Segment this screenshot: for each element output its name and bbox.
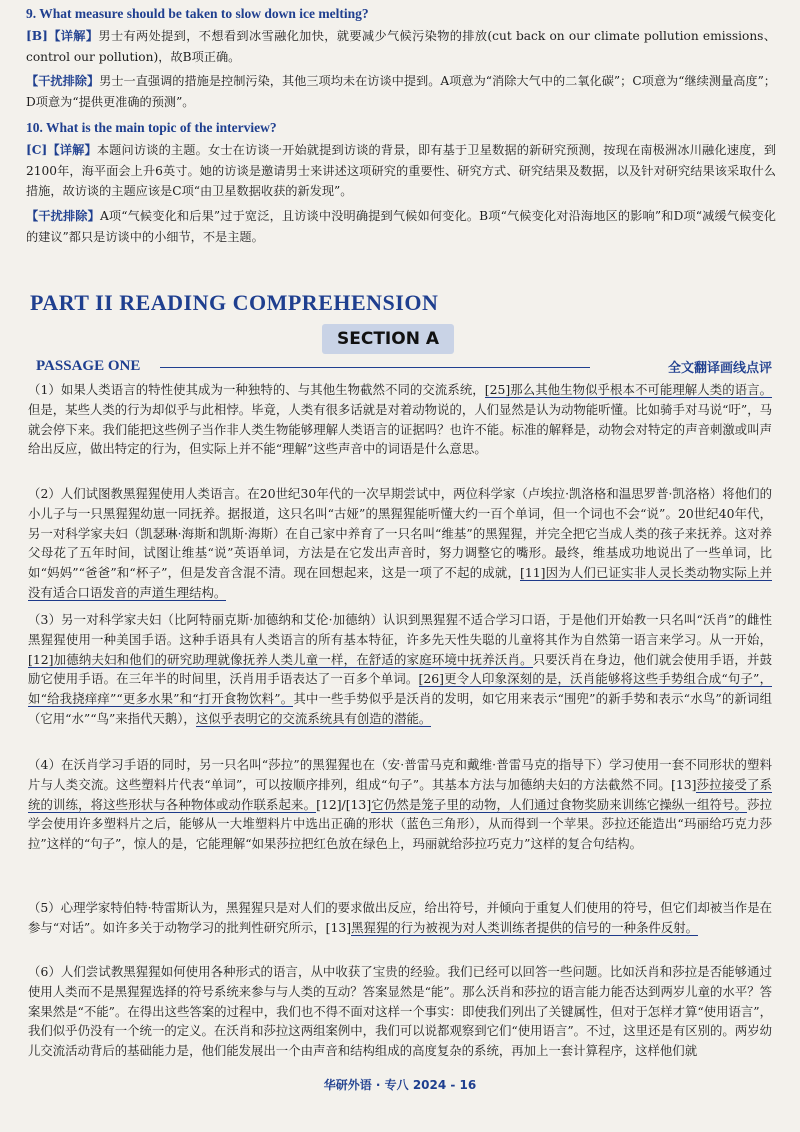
- underlined-sentence: 莎拉接受了系统的训练，将这些形状与各种物体或动作联系起来。: [28, 776, 773, 812]
- question-10-title: 10. What is the main topic of the interview?: [26, 120, 277, 135]
- paragraph-5: [28, 898, 772, 938]
- paragraph-2: [28, 484, 772, 603]
- answer-tag: [C]【详解】: [26, 143, 97, 157]
- paragraph-6: [28, 962, 772, 1061]
- paragraph-6-text: （6）人们尝试教黑猩猩如何使用各种形式的语言，从中收获了宝贵的经验。我们已经可以回答一些问题。比如沃肖和莎拉是否能够通过使用人类而不是黑猩猩选择的符号系统来参与与人类的互动？答案显然是“能”。那么沃肖和莎拉的语言能力能否达到两岁儿童的水平？答案果然是“不能”。在得出这些答案的过程中，我们也不得不面对这样一个事实：即使我们列出了关键属性，但对于怎样才算“使用语言”，我们似乎仍没有一个统一的定义。在沃肖和莎拉这两组案例中，我们可以说都观察到它们“使用语言”。不过，这里还是有区别的。两岁幼儿交流活动背后的基础能力是，他们能发展出一个由声音和结构组成的高度复杂的系统，再加上一套计算程序，这样他们就: [28, 964, 772, 1059]
- underlined-sentence: 这似乎表明它的交流系统具有创造的潜能。: [195, 710, 432, 726]
- underlined-sentence: [11]因为人们已证实非人灵长类动物实际上并没有适合口语发音的声道生理结构。: [28, 565, 772, 600]
- paragraph-4-text-a: （4）在沃肖学习手语的同时，另一只名叫“莎拉”的黑猩猩也在（安·普雷马克和戴维·普雷马克的指导下）学习使用一套不同形状的塑料片与人类交流。这些塑料片代表“单词”，可以按顺序排列，组成“句子”。其基本方法与加德纳夫妇的方法截然不同。[13]: [28, 757, 772, 792]
- paragraph-3-text-b: 只要沃肖在身边，他们就会使用手语，并鼓励它使用手语。在三年半的时间里，沃肖用手语表达了一百多个单词。: [28, 651, 773, 687]
- passage-divider: [160, 367, 590, 368]
- question-10-answer: [26, 140, 776, 202]
- paragraph-5-text-a: （5）心理学家特伯特·特雷斯认为，黑猩猩只是对人们的要求做出反应，给出符号，并倾向于重复人们使用的符号，但它们却被当作是在参与“对话”。如许多关于动物学习的批判性研究所示，[13]: [28, 900, 772, 935]
- underlined-sentence: [12]加德纳夫妇和他们的研究助理就像抚养人类儿童一样，在舒适的家庭环境中抚养沃肖。: [28, 651, 533, 667]
- answer-tag: [B]【详解】: [26, 29, 99, 43]
- part-title: PART II READING COMPREHENSION: [30, 290, 439, 315]
- section-badge: SECTION A: [322, 324, 454, 354]
- paragraph-1-text-b: 但是，某些人类的行为却似乎与此相悖。毕竟，人类有很多话就是对着动物说的，人们显然是认为动物能听懂。比如骑手对马说“吁”，马就会停下来。我们能把这些例子当作非人类生物能够理解人类语言的证据吗？也许不能。标准的解释是，动物会对特定的声音刺激或叫声给出反应，做出特定的行为，但实际上并不能“理解”这些声音中的词语是什么意思。: [28, 401, 772, 457]
- answer-text: 本题问访谈的主题。女士在访谈一开始就提到访谈的背景，即有基于卫星数据的新研究预测，按现在南极洲冰川融化速度，到2100年，海平面会上升6英寸。她的访谈是邀请男士来讲述这项研究的重要性、研究方式、研究结果及数据，以及针对研究结果该采取什么措施，故访谈的主题应该是C项“由卫星数据收获的新发现”。: [26, 143, 777, 198]
- paragraph-2-text-a: （2）人们试图教黑猩猩使用人类语言。在20世纪30年代的一次早期尝试中，两位科学家（卢埃拉·凯洛格和温思罗普·凯洛格）将他们的小儿子与一只黑猩猩幼崽一同抚养。据报道，这只名叫“古娅”的黑猩猩能听懂大约一百个单词，但一个词也不会“说”。20世纪40年代，另一对科学家夫妇（凯瑟琳·海斯和凯斯·海斯）在自己家中养育了一只名叫“维基”的黑猩猩，并完全把它当成人类的孩子来抚养。这对养父母花了五年时间，试图让维基“说”英语单词，方法是在它发出声音时，努力调整它的嘴形。最终，维基成功地说出了一些单词，比如“妈妈”“爸爸”和“杯子”，但是发音含混不清。现在回想起来，这是一项了不起的成就，: [28, 486, 772, 581]
- distractor-tag: 【干扰排除】: [26, 209, 100, 223]
- underlined-sentence: 它仍然是笼子里的动物，人们通过食物奖励来训练它操纵一组符号。: [371, 796, 748, 812]
- distractor-text: 男士一直强调的措施是控制污染，其他三项均未在访谈中提到。A项意为“消除大气中的二氧化碳”；C项意为“继续测量高度”；D项意为“提供更准确的预测”。: [26, 74, 776, 109]
- underlined-sentence: [26]更令人印象深刻的是，沃肖能够将这些手势组合成“句子”，如“给我挠痒痒”“更多水果”和“打开食物饮料”。: [28, 671, 772, 707]
- paragraph-3-text-a: （3）另一对科学家夫妇（比阿特丽克斯·加德纳和艾伦·加德纳）认识到黑猩猩不适合学习口语，于是他们开始教一只名叫“沃肖”的雌性黑猩猩使用一种美国手语。这种手语具有人类语言的所有基本特征，许多先天性失聪的儿童将其作为自然第一语言来学习。从一开始，: [28, 612, 772, 647]
- paragraph-4-text-c: 莎拉学会使用许多塑料片之后，能够从一大堆塑料片中选出正确的形状（蓝色三角形），从而得到一个苹果。莎拉还能造出“玛丽给巧克力莎拉”这样的“句子”，惊人的是，它能理解“如果莎拉把红色放在绿色上，玛丽就给莎拉巧克力”这样的复合句结构。: [28, 796, 773, 852]
- paragraph-1: [28, 380, 772, 459]
- passage-note: 全文翻译画线点评: [667, 361, 772, 376]
- question-9-distractor: [26, 71, 776, 112]
- question-9-answer: [26, 26, 776, 67]
- question-10-distractor: [26, 206, 776, 247]
- paragraph-3-text-c: 其中一些手势似乎是沃肖的发明，如它用来表示“围兜”的新手势和表示“水鸟”的新词组（它用“水”“鸟”来指代天鹅），: [28, 691, 772, 726]
- paragraph-1-text-a: （1）如果人类语言的特性使其成为一种独特的、与其他生物截然不同的交流系统，: [28, 382, 485, 397]
- underlined-sentence: [25]那么其他生物似乎根本不可能理解人类的语言。: [484, 382, 772, 397]
- distractor-tag: 【干扰排除】: [26, 74, 100, 88]
- page-footer: 华研外语 · 专八 2024 - 16: [323, 1078, 477, 1092]
- paragraph-3: [28, 610, 772, 729]
- question-9-title: 9. What measure should be taken to slow down ice melting?: [26, 6, 369, 21]
- answer-text: 男士有两处提到，不想看到冰雪融化加快，就要减少气候污染物的排放(cut back on our climate pollution emissions、control our pollution)，故B项正确。: [26, 29, 776, 64]
- passage-label: PASSAGE ONE: [36, 358, 141, 374]
- distractor-text: A项“气候变化和后果”过于宽泛，且访谈中没明确提到气候如何变化。B项“气候变化对沿海地区的影响”和D项“减缓气候变化的建议”都只是访谈中的小细节，不是主题。: [26, 209, 776, 244]
- paragraph-4-text-b: [12]/[13]: [316, 796, 372, 812]
- paragraph-4: [28, 755, 772, 854]
- underlined-sentence: 黑猩猩的行为被视为对人类训练者提供的信号的一种条件反射。: [351, 919, 699, 935]
